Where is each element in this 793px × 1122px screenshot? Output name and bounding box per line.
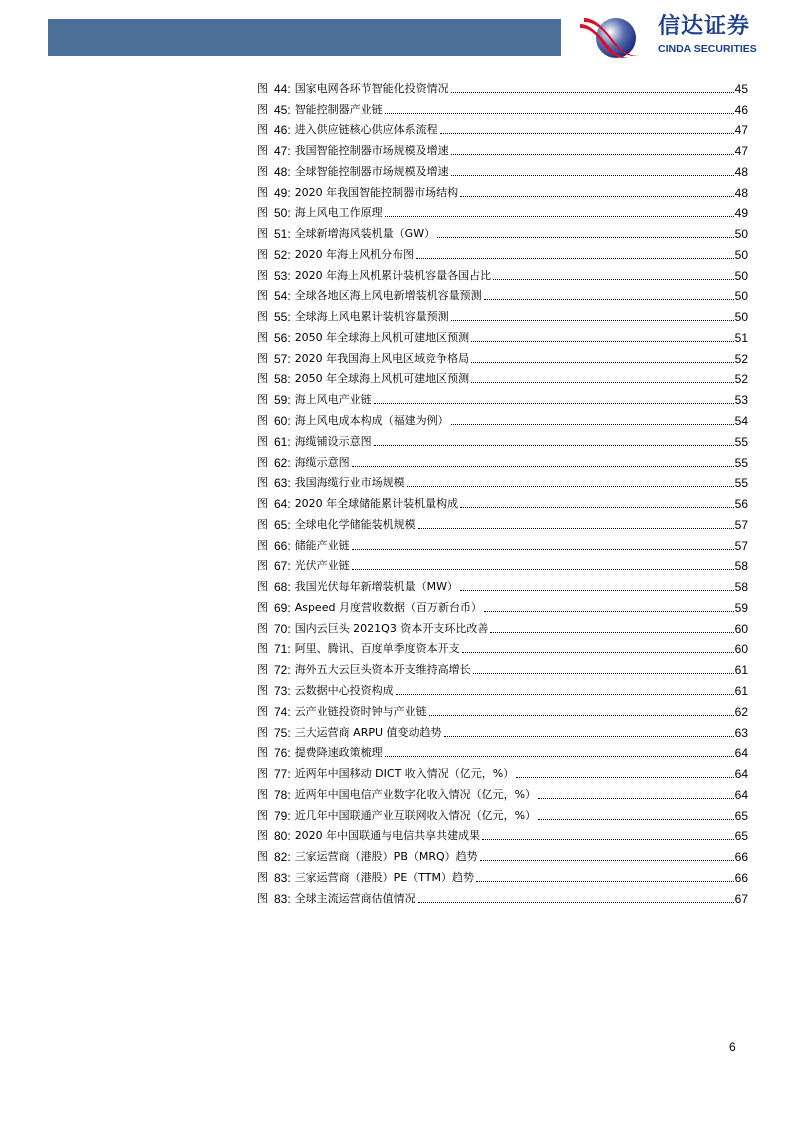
leader-dots — [471, 382, 733, 383]
leader-dots — [374, 403, 734, 404]
figure-title: 海上风电成本构成（福建为例） — [294, 414, 449, 428]
toc-entry[interactable] — [257, 117, 748, 138]
figure-page: 59 — [734, 600, 748, 615]
figure-prefix: 图 — [257, 538, 268, 552]
figure-title: Aspeed 月度营收数据（百万新台币） — [294, 600, 482, 614]
figure-prefix: 图 — [257, 268, 268, 282]
figure-prefix: 图 — [257, 372, 268, 386]
figure-title: 云产业链投资时钟与产业链 — [294, 704, 427, 718]
figure-prefix: 图 — [257, 102, 268, 116]
leader-dots — [407, 486, 734, 487]
figure-number: 79: — [274, 808, 291, 823]
figure-page: 52 — [734, 372, 748, 387]
toc-entry[interactable] — [257, 345, 748, 366]
toc-entry[interactable] — [257, 823, 748, 844]
figure-prefix: 图 — [257, 725, 268, 739]
figure-page: 48 — [734, 164, 748, 179]
leader-dots — [484, 611, 734, 612]
figure-title: 云数据中心投资构成 — [294, 683, 394, 697]
figure-page: 58 — [734, 559, 748, 574]
toc-entry[interactable] — [257, 283, 748, 304]
figure-title: 国内云巨头 2021Q3 资本开支环比改善 — [294, 621, 489, 635]
toc-entry[interactable] — [257, 449, 748, 470]
figure-prefix: 图 — [257, 870, 268, 884]
figure-page: 66 — [734, 870, 748, 885]
toc-entry[interactable] — [257, 428, 748, 449]
figure-number: 64: — [274, 497, 291, 512]
leader-dots — [352, 569, 734, 570]
leader-dots — [460, 507, 733, 508]
figure-title: 近两年中国移动 DICT 收入情况（亿元，%） — [294, 767, 515, 781]
figure-title: 全球海上风电累计装机容量预测 — [294, 310, 449, 324]
figure-page: 55 — [734, 434, 748, 449]
leader-dots — [352, 549, 734, 550]
figure-title: 全球智能控制器市场规模及增速 — [294, 164, 449, 178]
leader-dots — [385, 216, 734, 217]
figure-title: 全球新增海风装机量（GW） — [294, 227, 436, 241]
leader-dots — [385, 113, 734, 114]
leader-dots — [482, 839, 733, 840]
leader-dots — [490, 632, 733, 633]
toc-entry[interactable] — [257, 532, 748, 553]
figure-number: 82: — [274, 850, 291, 865]
toc-entry[interactable] — [257, 615, 748, 636]
cinda-logo-icon — [578, 14, 650, 60]
figure-number: 53: — [274, 268, 291, 283]
figure-page: 65 — [734, 829, 748, 844]
figure-number: 60: — [274, 414, 291, 429]
figure-number: 55: — [274, 310, 291, 325]
figure-title: 2020 年我国海上风电区域竞争格局 — [294, 351, 470, 365]
figure-title: 2020 年全球储能累计装机量构成 — [294, 497, 459, 511]
figure-prefix: 图 — [257, 455, 268, 469]
leader-dots — [460, 196, 733, 197]
figure-number: 73: — [274, 683, 291, 698]
figure-page: 61 — [734, 683, 748, 698]
figure-number: 74: — [274, 704, 291, 719]
figure-number: 46: — [274, 123, 291, 138]
figure-prefix: 图 — [257, 164, 268, 178]
figure-number: 61: — [274, 434, 291, 449]
leader-dots — [471, 362, 733, 363]
figure-title: 海上风电产业链 — [294, 393, 372, 407]
figure-page: 48 — [734, 185, 748, 200]
leader-dots — [451, 92, 734, 93]
figure-page: 54 — [734, 414, 748, 429]
figure-prefix: 图 — [257, 600, 268, 614]
figure-page: 45 — [734, 81, 748, 96]
leader-dots — [437, 237, 734, 238]
toc-entry[interactable] — [257, 553, 748, 574]
leader-dots — [416, 258, 733, 259]
figure-page: 62 — [734, 704, 748, 719]
leader-dots — [451, 320, 734, 321]
figure-prefix: 图 — [257, 517, 268, 531]
leader-dots — [460, 590, 734, 591]
figure-prefix: 图 — [257, 787, 268, 801]
figure-prefix: 图 — [257, 476, 268, 490]
toc-entry[interactable] — [257, 719, 748, 740]
figure-number: 67: — [274, 559, 291, 574]
leader-dots — [385, 756, 734, 757]
figure-prefix: 图 — [257, 497, 268, 511]
figure-title: 三大运营商 ARPU 值变动趋势 — [294, 725, 442, 739]
leader-dots — [516, 777, 733, 778]
figure-prefix: 图 — [257, 227, 268, 241]
figure-prefix: 图 — [257, 767, 268, 781]
toc-entry[interactable] — [257, 885, 748, 906]
figure-prefix: 图 — [257, 683, 268, 697]
figure-page: 60 — [734, 642, 748, 657]
figure-prefix: 图 — [257, 850, 268, 864]
figure-page: 50 — [734, 247, 748, 262]
figure-prefix: 图 — [257, 123, 268, 137]
brand-name-en: CINDA SECURITIES — [658, 43, 757, 55]
page-number: 6 — [729, 1040, 736, 1054]
figure-number: 48: — [274, 164, 291, 179]
toc-entry[interactable] — [257, 490, 748, 511]
figure-title: 全球主流运营商估值情况 — [294, 891, 416, 905]
leader-dots — [440, 133, 734, 134]
figure-title: 2020 年我国智能控制器市场结构 — [294, 185, 459, 199]
toc-entry[interactable] — [257, 781, 748, 802]
figure-list — [257, 75, 748, 906]
leader-dots — [471, 341, 733, 342]
figure-title: 光伏产业链 — [294, 559, 350, 573]
figure-number: 57: — [274, 351, 291, 366]
figure-title: 2020 年海上风机累计装机容量各国占比 — [294, 268, 492, 282]
figure-title: 我国光伏每年新增装机量（MW） — [294, 580, 459, 594]
figure-title: 国家电网各环节智能化投资情况 — [294, 81, 449, 95]
leader-dots — [538, 819, 734, 820]
figure-page: 64 — [734, 787, 748, 802]
figure-number: 69: — [274, 600, 291, 615]
toc-entry[interactable] — [257, 179, 748, 200]
figure-number: 50: — [274, 206, 291, 221]
leader-dots — [352, 466, 734, 467]
figure-title: 储能产业链 — [294, 538, 350, 552]
figure-prefix: 图 — [257, 891, 268, 905]
figure-page: 50 — [734, 289, 748, 304]
figure-prefix: 图 — [257, 247, 268, 261]
toc-entry[interactable] — [257, 262, 748, 283]
figure-page: 57 — [734, 538, 748, 553]
figure-number: 59: — [274, 393, 291, 408]
toc-entry[interactable] — [257, 303, 748, 324]
leader-dots — [429, 715, 734, 716]
toc-entry[interactable] — [257, 760, 748, 781]
figure-page: 50 — [734, 310, 748, 325]
figure-prefix: 图 — [257, 642, 268, 656]
figure-page: 50 — [734, 268, 748, 283]
leader-dots — [374, 445, 734, 446]
figure-number: 49: — [274, 185, 291, 200]
figure-prefix: 图 — [257, 808, 268, 822]
figure-number: 54: — [274, 289, 291, 304]
figure-prefix: 图 — [257, 704, 268, 718]
leader-dots — [484, 299, 734, 300]
toc-entry[interactable] — [257, 698, 748, 719]
toc-entry[interactable] — [257, 843, 748, 864]
figure-prefix: 图 — [257, 414, 268, 428]
figure-prefix: 图 — [257, 206, 268, 220]
figure-prefix: 图 — [257, 393, 268, 407]
figure-prefix: 图 — [257, 144, 268, 158]
leader-dots — [476, 881, 734, 882]
brand-name-cn: 信达证券 — [658, 14, 751, 39]
leader-dots — [418, 528, 734, 529]
toc-entry[interactable] — [257, 200, 748, 221]
toc-entry[interactable] — [257, 220, 748, 241]
figure-number: 78: — [274, 787, 291, 802]
figure-page: 64 — [734, 746, 748, 761]
figure-title: 全球各地区海上风电新增装机容量预测 — [294, 289, 482, 303]
figure-title: 2050 年全球海上风机可建地区预测 — [294, 372, 470, 386]
figure-title: 近几年中国联通产业互联网收入情况（亿元，%） — [294, 808, 537, 822]
figure-title: 智能控制器产业链 — [294, 102, 383, 116]
figure-number: 62: — [274, 455, 291, 470]
toc-entry[interactable] — [257, 386, 748, 407]
toc-entry[interactable] — [257, 96, 748, 117]
figure-page: 67 — [734, 891, 748, 906]
figure-title: 三家运营商（港股）PE（TTM）趋势 — [294, 870, 475, 884]
figure-page: 47 — [734, 144, 748, 159]
figure-page: 65 — [734, 808, 748, 823]
figure-page: 49 — [734, 206, 748, 221]
figure-number: 75: — [274, 725, 291, 740]
leader-dots — [480, 860, 734, 861]
figure-title: 进入供应链核心供应体系流程 — [294, 123, 438, 137]
figure-title: 提费降速政策梳理 — [294, 746, 383, 760]
toc-entry[interactable] — [257, 137, 748, 158]
figure-title: 我国智能控制器市场规模及增速 — [294, 144, 449, 158]
toc-entry[interactable] — [257, 511, 748, 532]
figure-prefix: 图 — [257, 621, 268, 635]
figure-number: 77: — [274, 767, 291, 782]
toc-entry[interactable] — [257, 241, 748, 262]
leader-dots — [451, 154, 734, 155]
figure-title: 阿里、腾讯、百度单季度资本开支 — [294, 642, 460, 656]
figure-number: 71: — [274, 642, 291, 657]
figure-page: 61 — [734, 663, 748, 678]
figure-page: 63 — [734, 725, 748, 740]
leader-dots — [396, 694, 734, 695]
figure-page: 50 — [734, 227, 748, 242]
toc-entry[interactable] — [257, 802, 748, 823]
figure-number: 52: — [274, 247, 291, 262]
figure-number: 45: — [274, 102, 291, 117]
toc-entry[interactable] — [257, 470, 748, 491]
figure-page: 52 — [734, 351, 748, 366]
figure-page: 57 — [734, 517, 748, 532]
toc-entry[interactable] — [257, 636, 748, 657]
figure-number: 44: — [274, 81, 291, 96]
figure-page: 56 — [734, 497, 748, 512]
figure-title: 海缆铺设示意图 — [294, 434, 372, 448]
toc-entry[interactable] — [257, 594, 748, 615]
figure-page: 66 — [734, 850, 748, 865]
figure-title: 2050 年全球海上风机可建地区预测 — [294, 330, 470, 344]
figure-prefix: 图 — [257, 310, 268, 324]
leader-dots — [462, 652, 734, 653]
figure-number: 83: — [274, 891, 291, 906]
figure-number: 76: — [274, 746, 291, 761]
figure-page: 60 — [734, 621, 748, 636]
leader-dots — [473, 673, 734, 674]
figure-prefix: 图 — [257, 434, 268, 448]
figure-prefix: 图 — [257, 351, 268, 365]
figure-number: 51: — [274, 227, 291, 242]
figure-page: 53 — [734, 393, 748, 408]
leader-dots — [418, 902, 734, 903]
figure-prefix: 图 — [257, 580, 268, 594]
figure-title: 2020 年中国联通与电信共享共建成果 — [294, 829, 481, 843]
figure-number: 68: — [274, 580, 291, 595]
toc-entry[interactable] — [257, 740, 748, 761]
figure-title: 全球电化学储能装机规模 — [294, 517, 416, 531]
figure-number: 80: — [274, 829, 291, 844]
toc-entry[interactable] — [257, 573, 748, 594]
figure-number: 56: — [274, 330, 291, 345]
figure-number: 72: — [274, 663, 291, 678]
figure-title: 海上风电工作原理 — [294, 206, 383, 220]
leader-dots — [451, 424, 734, 425]
figure-title: 近两年中国电信产业数字化收入情况（亿元，%） — [294, 787, 537, 801]
figure-number: 83: — [274, 870, 291, 885]
figure-page: 64 — [734, 767, 748, 782]
figure-number: 47: — [274, 144, 291, 159]
figure-number: 66: — [274, 538, 291, 553]
toc-entry[interactable] — [257, 864, 748, 885]
figure-page: 55 — [734, 476, 748, 491]
figure-number: 58: — [274, 372, 291, 387]
figure-title: 我国海缆行业市场规模 — [294, 476, 405, 490]
figure-title: 海外五大云巨头资本开支维持高增长 — [294, 663, 471, 677]
header-bar — [48, 19, 561, 56]
toc-entry[interactable] — [257, 324, 748, 345]
figure-title: 三家运营商（港股）PB（MRQ）趋势 — [294, 850, 478, 864]
figure-prefix: 图 — [257, 559, 268, 573]
toc-entry[interactable] — [257, 366, 748, 387]
figure-number: 65: — [274, 517, 291, 532]
figure-prefix: 图 — [257, 330, 268, 344]
figure-page: 46 — [734, 102, 748, 117]
toc-entry[interactable] — [257, 677, 748, 698]
toc-entry[interactable] — [257, 75, 748, 96]
figure-prefix: 图 — [257, 289, 268, 303]
figure-number: 63: — [274, 476, 291, 491]
figure-page: 58 — [734, 580, 748, 595]
figure-prefix: 图 — [257, 663, 268, 677]
toc-entry[interactable] — [257, 656, 748, 677]
leader-dots — [444, 736, 734, 737]
figure-page: 47 — [734, 123, 748, 138]
leader-dots — [493, 279, 733, 280]
leader-dots — [451, 175, 734, 176]
figure-prefix: 图 — [257, 81, 268, 95]
toc-entry[interactable] — [257, 158, 748, 179]
leader-dots — [538, 798, 734, 799]
figure-number: 70: — [274, 621, 291, 636]
figure-page: 51 — [734, 330, 748, 345]
figure-prefix: 图 — [257, 746, 268, 760]
figure-title: 海缆示意图 — [294, 455, 350, 469]
figure-page: 55 — [734, 455, 748, 470]
figure-prefix: 图 — [257, 185, 268, 199]
figure-prefix: 图 — [257, 829, 268, 843]
figure-title: 2020 年海上风机分布图 — [294, 247, 415, 261]
toc-entry[interactable] — [257, 407, 748, 428]
